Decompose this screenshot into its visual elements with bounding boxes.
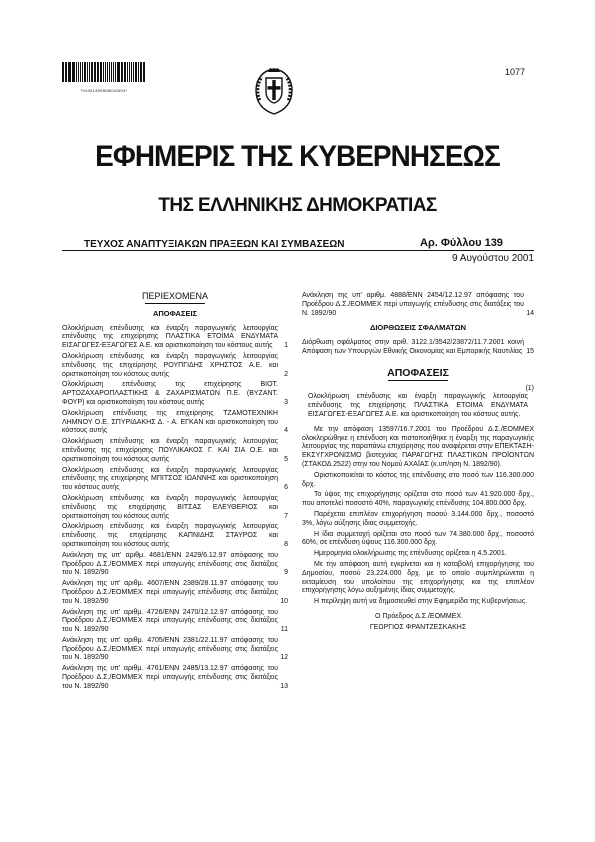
contents-item-text: Ανάκληση της υπ' αριθμ. 4681/ΕΝΝ 2429/6.12.97 απόφασης του Προέδρου Δ.Σ./ΕΟΜΜΕΧ περί υπαγωγής επένδυσης στις διατάξεις του Ν. 1892/90 — [62, 551, 278, 577]
signature-name: ΓΕΩΡΓΙΟΣ ΦΡΑΝΤΖΕΣΚΑΚΗΣ — [369, 623, 467, 631]
contents-list-continued — [302, 292, 534, 318]
decisions-heading: ΑΠΟΦΑΣΕΙΣ — [387, 366, 449, 379]
gazette-subtitle: ΤΗΣ ΕΛΛΗΝΙΚΗΣ ΔΗΜΟΚΡΑΤΙΑΣ — [158, 195, 437, 216]
contents-item-page: 2 — [284, 370, 288, 378]
barcode-number: *01001390908010004* — [80, 88, 128, 93]
contents-item[interactable] — [62, 665, 288, 691]
contents-item-text: Ολοκλήρωση επένδυσης και έναρξη παραγωγικής λειτουργίας επένδυσης της επιχείρησης ΠΛΑΣΤΙΚΑ ΕΤΟΙΜΑ ΕΝΔΥΜΑΤΑ ΕΙΣΑΓΩΓΕΣ-ΕΞΑΓΩΓΕΣ Α.Ε. και οριστικοποίηση του κόστους αυτής — [62, 324, 278, 350]
contents-item[interactable] — [62, 552, 288, 578]
contents-item-page: 1 — [284, 342, 288, 350]
decisions-subheading: ΑΠΟΦΑΣΕΙΣ — [152, 308, 198, 318]
contents-item[interactable] — [62, 353, 288, 379]
decision-title: Ολοκλήρωση επένδυσης και έναρξη παραγωγικής λειτουργίας επένδυσης της επιχείρησης ΠΛΑΣΤΙΚΑ ΕΤΟΙΜΑ ΕΝΔΥΜΑΤΑ ΕΙΣΑΓΩΓΕΣ-ΕΞΑΓΩΓΕΣ Α.Ε. και οριστικοποίηση του κόστους αυτής. — [308, 393, 528, 418]
contents-item[interactable] — [62, 410, 288, 436]
corrections-item-text: Διόρθωση σφάλματος στην αριθ. 3122.1/3542/23872/11.7.2001 κοινή Απόφαση των Υπουργών Εθνικής Οικονομίας και Εμπορικής Ναυτιλίας — [302, 339, 524, 355]
issue-date: 9 Αυγούστου 2001 — [452, 253, 534, 264]
contents-item-text: Ολοκλήρωση επένδυσης και έναρξη παραγωγικής λειτουργίας επένδυσης της επιχείρησης ΠΟΥΛΙΚΑΚΟΣ Γ. ΚΑΙ ΣΙΑ Ο.Ε. και οριστικοποίηση του κόστους αυτής — [62, 438, 278, 463]
contents-item-page: 4 — [284, 427, 288, 435]
contents-item-page: 9 — [284, 569, 288, 577]
corrections-heading: ΔΙΟΡΘΩΣΕΙΣ ΣΦΑΛΜΑΤΩΝ — [369, 323, 467, 333]
decision-body — [302, 426, 534, 607]
decision-paragraph: Με την απόφαση 13597/16.7.2001 του Προέδρου Δ.Σ./ΕΟΜΜΕΧ ολοκληρώθηκε η επένδυση και πιστοποιήθηκε η έναρξη της παραγωγικής λειτουργίας της παραπάνω επιχείρησης που αναφέρεται στην ΕΠΕΚΤΑΣΗ-ΕΚΣΥΓΧΡΟΝΙΣΜΟ βιοτεχνίας ΠΑΡΑΓΩΓΗΣ ΠΛΑΣΤΙΚΩΝ ΠΡΟΪΟΝΤΩΝ (ΣΤΑΚΟΔ 2522) στην του Νομού ΑΧΑΪΑΣ (κ.υπ/ηση Ν. 1892/90). — [302, 425, 534, 468]
contents-item-page: 10 — [280, 597, 288, 605]
contents-item-page: 11 — [280, 626, 288, 634]
decision-paragraph: Το ύψος της επιχορήγησης ορίζεται στο ποσό των 41.920.000 δρχ., που αποτελεί ποσοστό 40%, παραγωγικής επένδυσης 104.800.000 δρχ. — [302, 491, 534, 508]
corrections-item[interactable] — [302, 339, 534, 357]
right-column — [302, 292, 534, 633]
contents-item-text: Ανάκληση της υπ' αριθμ. 4705/ΕΝΝ 2381/22.11.97 απόφασης του Προέδρου Δ.Σ./ΕΟΜΜΕΧ περί υπαγωγής επένδυσης στις διατάξεις του Ν. 1892/90 — [62, 636, 278, 662]
contents-divider — [145, 303, 205, 304]
contents-item-text: Ανάκληση της υπ' αριθμ. 4888/ΕΝΝ 2454/12.12.97 απόφασης του Προέδρου Δ.Σ./ΕΟΜΜΕΧ περί υπαγωγής επένδυσης στις διατάξεις του Ν. 1892/90 — [302, 292, 524, 317]
contents-item-text: Ολοκλήρωση επένδυσης και έναρξη παραγωγικής λειτουργίας επένδυσης της επιχείρησης ΒΙΤΣΑΣ ΕΛΕΥΘΕΡΙΟΣ και οριστικοποίηση του κόστους αυτής — [62, 494, 278, 520]
decisions-divider — [388, 380, 448, 381]
contents-heading: ΠΕΡΙΕΧΟΜΕΝΑ — [141, 291, 208, 301]
contents-item[interactable] — [62, 381, 288, 407]
decision-ref: (1) — [525, 384, 534, 392]
contents-item-text: Ολοκλήρωση επένδυσης και έναρξη παραγωγικής λειτουργίας επένδυσης της επιχείρησης ΡΟΥΠΓΙΔΗΣ ΧΡΗΣΤΟΣ Α.Ε. και οριστικοποίηση του κόστους αυτής — [62, 352, 278, 378]
signature-title: Ο Πρόεδρος Δ.Σ./ΕΟΜΜΕΧ — [374, 612, 462, 620]
contents-column — [62, 292, 288, 694]
decision-paragraph: Η περίληψη αυτή να δημοσιευθεί στην Εφημερίδα της Κυβερνήσεως. — [314, 598, 528, 606]
contents-item[interactable] — [62, 495, 288, 521]
contents-item-page: 14 — [526, 309, 534, 317]
corrections-item-page: 15 — [526, 347, 534, 355]
contents-item[interactable] — [62, 523, 288, 549]
contents-item[interactable] — [62, 637, 288, 663]
contents-item[interactable] — [62, 438, 288, 464]
contents-item-page: 3 — [284, 398, 288, 406]
contents-item-page: 6 — [284, 484, 288, 492]
sheet-number: Αρ. Φύλλου 139 — [420, 237, 503, 249]
gazette-title: ΕΦΗΜΕΡΙΣ ΤΗΣ ΚΥΒΕΡΝΗΣΕΩΣ — [95, 140, 500, 173]
contents-item[interactable] — [62, 325, 288, 351]
header-rule — [62, 250, 534, 251]
contents-item-page: 5 — [284, 455, 288, 463]
contents-item-text: Ολοκλήρωση επένδυσης της επιχείρησης ΒΙΟΤ. ΑΡΤΟΖΑΧΑΡΟΠΛΑΣΤΙΚΗΣ & ΖΑΧΑΡΙΣΜΑΤΩΝ Π.Ε. (ΒΥΖΑΝΤ. ΦΟΥΡ) και οριστικοποίηση του κόστους αυτής — [62, 381, 278, 406]
contents-item[interactable] — [62, 467, 288, 493]
decision-paragraph: Οριστικοποιείται το κόστος της επένδυσης στο ποσό των 116.300.000 δρχ. — [302, 471, 534, 488]
contents-item-text: Ανάκληση της υπ' αριθμ. 4761/ΕΝΝ 2485/13.12.97 απόφασης του Προέδρου Δ.Σ./ΕΟΜΜΕΧ περί υπαγωγής επένδυσης στις διατάξεις του Ν. 1892/90 — [62, 665, 278, 690]
barcode — [62, 62, 146, 88]
contents-list — [62, 325, 288, 692]
contents-item-text: Ολοκλήρωση επένδυσης της επιχείρησης ΤΖΑΜΟΤΕΧΝΙΚΗ ΛΗΜΝΟΥ Ο.Ε. ΣΠΥΡΙΔΑΚΗΣ Δ. - Α. ΕΓΚΑΝ και οριστικοποίηση του κόστους αυτής — [62, 409, 278, 435]
contents-item-text: Ανάκληση της υπ' αριθμ. 4607/ΕΝΝ 2389/28.11.97 απόφασης του Προέδρου Δ.Σ./ΕΟΜΜΕΧ περί υπαγωγής επένδυσης στις διατάξεις του Ν. 1892/90 — [62, 580, 278, 605]
contents-item[interactable] — [62, 580, 288, 606]
contents-item[interactable] — [62, 609, 288, 635]
contents-item-page: 7 — [284, 512, 288, 520]
contents-item-page: 13 — [280, 682, 288, 690]
page-number: 1077 — [505, 67, 526, 77]
contents-item-text: Ολοκλήρωση επένδυσης και έναρξη παραγωγικής λειτουργίας επένδυσης της επιχείρησης ΚΑΠΝΙΔΗΣ ΣΤΑΥΡΟΣ και οριστικοποίηση του κόστους αυτής — [62, 523, 278, 548]
coat-of-arms-icon — [250, 64, 298, 118]
decision-paragraph: Με την απόφαση αυτή εγκρίνεται και η καταβολή επιχορήγησης του Δημοσίου, ποσού 23.224.000 δρχ. με το οποίο συμπληρώνεται η εκταμίευση του υπολοίπου της επιχορήγησης και της επιπλέον επιχορήγησης λόγω αυξημένης ίδιας συμμετοχής. — [302, 560, 534, 595]
contents-item-page: 12 — [280, 654, 288, 662]
decision-paragraph: Παρέχεται επιπλέον επιχορήγηση ποσού 3.144.000 δρχ., ποσοστό 3%, λόγω αύξησης ίδιας συμμετοχής. — [302, 510, 534, 527]
contents-item-text: Ανάκληση της υπ' αριθμ. 4726/ΕΝΝ 2470/12.12.97 απόφασης του Προέδρου Δ.Σ./ΕΟΜΜΕΧ περί υπαγωγής επένδυσης στις διατάξεις του Ν. 1892/90 — [62, 608, 278, 634]
corrections-list — [302, 339, 534, 357]
contents-item-text: Ολοκλήρωση επένδυσης και έναρξη παραγωγικής λειτουργίας επένδυσης της επιχείρησης ΜΠΙΤΣΟΣ ΙΩΑΝΝΗΣ και οριστικοποίηση του κόστους αυτής — [62, 466, 278, 492]
contents-item-page: 8 — [284, 540, 288, 548]
decision-paragraph: Η ίδια συμμετοχή ορίζεται στο ποσό των 74.380.000 δρχ., ποσοστό 60%, σε επένδυση ύψους 116.300.000 δρχ. — [302, 530, 534, 547]
contents-item[interactable] — [302, 292, 534, 318]
decision-paragraph: Ημερομηνία ολοκλήρωσης της επένδυσης ορίζεται η 4.5.2001. — [314, 550, 507, 558]
issue-type: ΤΕΥΧΟΣ ΑΝΑΠΤΥΞΙΑΚΩΝ ΠΡΑΞΕΩΝ ΚΑΙ ΣΥΜΒΑΣΕΩΝ — [84, 239, 345, 250]
